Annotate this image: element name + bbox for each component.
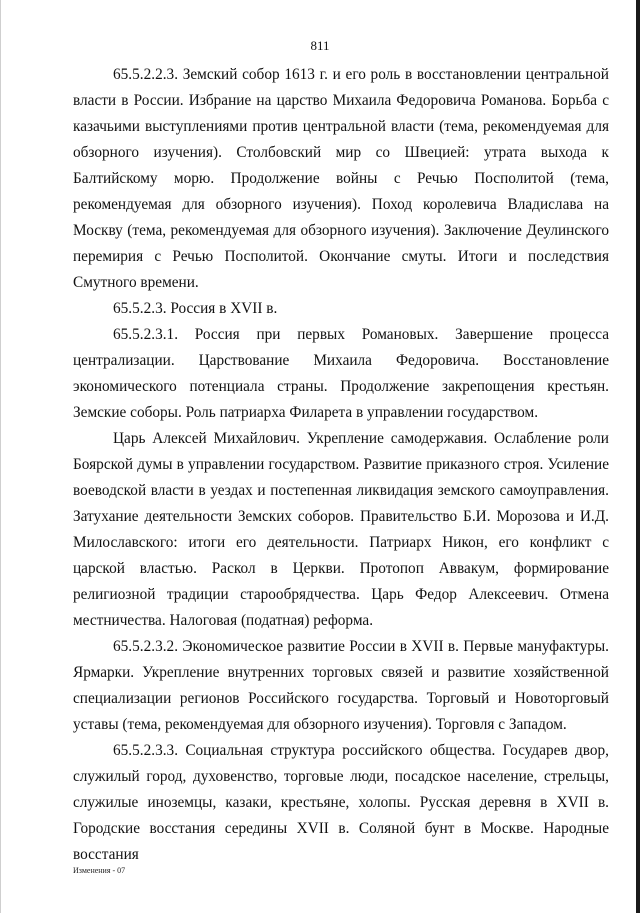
document-body — [73, 62, 609, 868]
footer-revision-note: Изменения - 07 — [73, 866, 126, 875]
paragraph-65-5-2-3-3: 65.5.2.3.3. Социальная структура российского общества. Государев двор, служилый город, духовенство, торговые люди, посадское население, стрельцы, служилые иноземцы, казаки, крестьяне, холопы. Русская деревня в XVII в. Городские восстания середины XVII в. Соляной бунт в Москве. Народные восстания — [73, 742, 609, 863]
paragraph-alexei-mikhailovich: Царь Алексей Михайлович. Укрепление самодержавия. Ослабление роли Боярской думы в управлении государством. Развитие приказного строя. Усиление воеводской власти в уездах и постепенная ликвидация земского самоуправления. Затухание деятельности Земских соборов. Правительство Б.И. Морозова и И.Д. Милославского: итоги его деятельности. Патриарх Никон, его конфликт с царской властью. Раскол в Церкви. Протопоп Аввакум, формирование религиозной традиции старообрядчества. Царь Федор Алексеевич. Отмена местничества. Налоговая (податная) реформа. — [73, 430, 609, 629]
paragraph-65-5-2-3-2: 65.5.2.3.2. Экономическое развитие России в XVII в. Первые мануфактуры. Ярмарки. Укрепление внутренних торговых связей и развитие хозяйственной специализации регионов Российского государства. Торговый и Новоторговый уставы (тема, рекомендуемая для обзорного изучения). Торговля с Западом. — [73, 638, 609, 733]
paragraph-65-5-2-2-3: 65.5.2.2.3. Земский собор 1613 г. и его роль в восстановлении центральной власти в России. Избрание на царство Михаила Федоровича Романова. Борьба с казачьими выступлениями против центральной власти (тема, рекомендуемая для обзорного изучения). Столбовский мир со Швецией: утрата выхода к Балтийскому морю. Продолжение войны с Речью Посполитой (тема, рекомендуемая для обзорного изучения). Поход королевича Владислава на Москву (тема, рекомендуемая для обзорного изучения). Заключение Деулинского перемирия с Речью Посполитой. Окончание смуты. Итоги и последствия Смутного времени. — [73, 66, 609, 291]
paragraph-65-5-2-3-1: 65.5.2.3.1. Россия при первых Романовых. Завершение процесса централизации. Царствование Михаила Федоровича. Восстановление экономического потенциала страны. Продолжение закрепощения крестьян. Земские соборы. Роль патриарха Филарета в управлении государством. — [73, 326, 609, 421]
section-heading-65-5-2-3: 65.5.2.3. Россия в XVII в. — [113, 300, 278, 317]
page-number: 811 — [310, 38, 330, 53]
